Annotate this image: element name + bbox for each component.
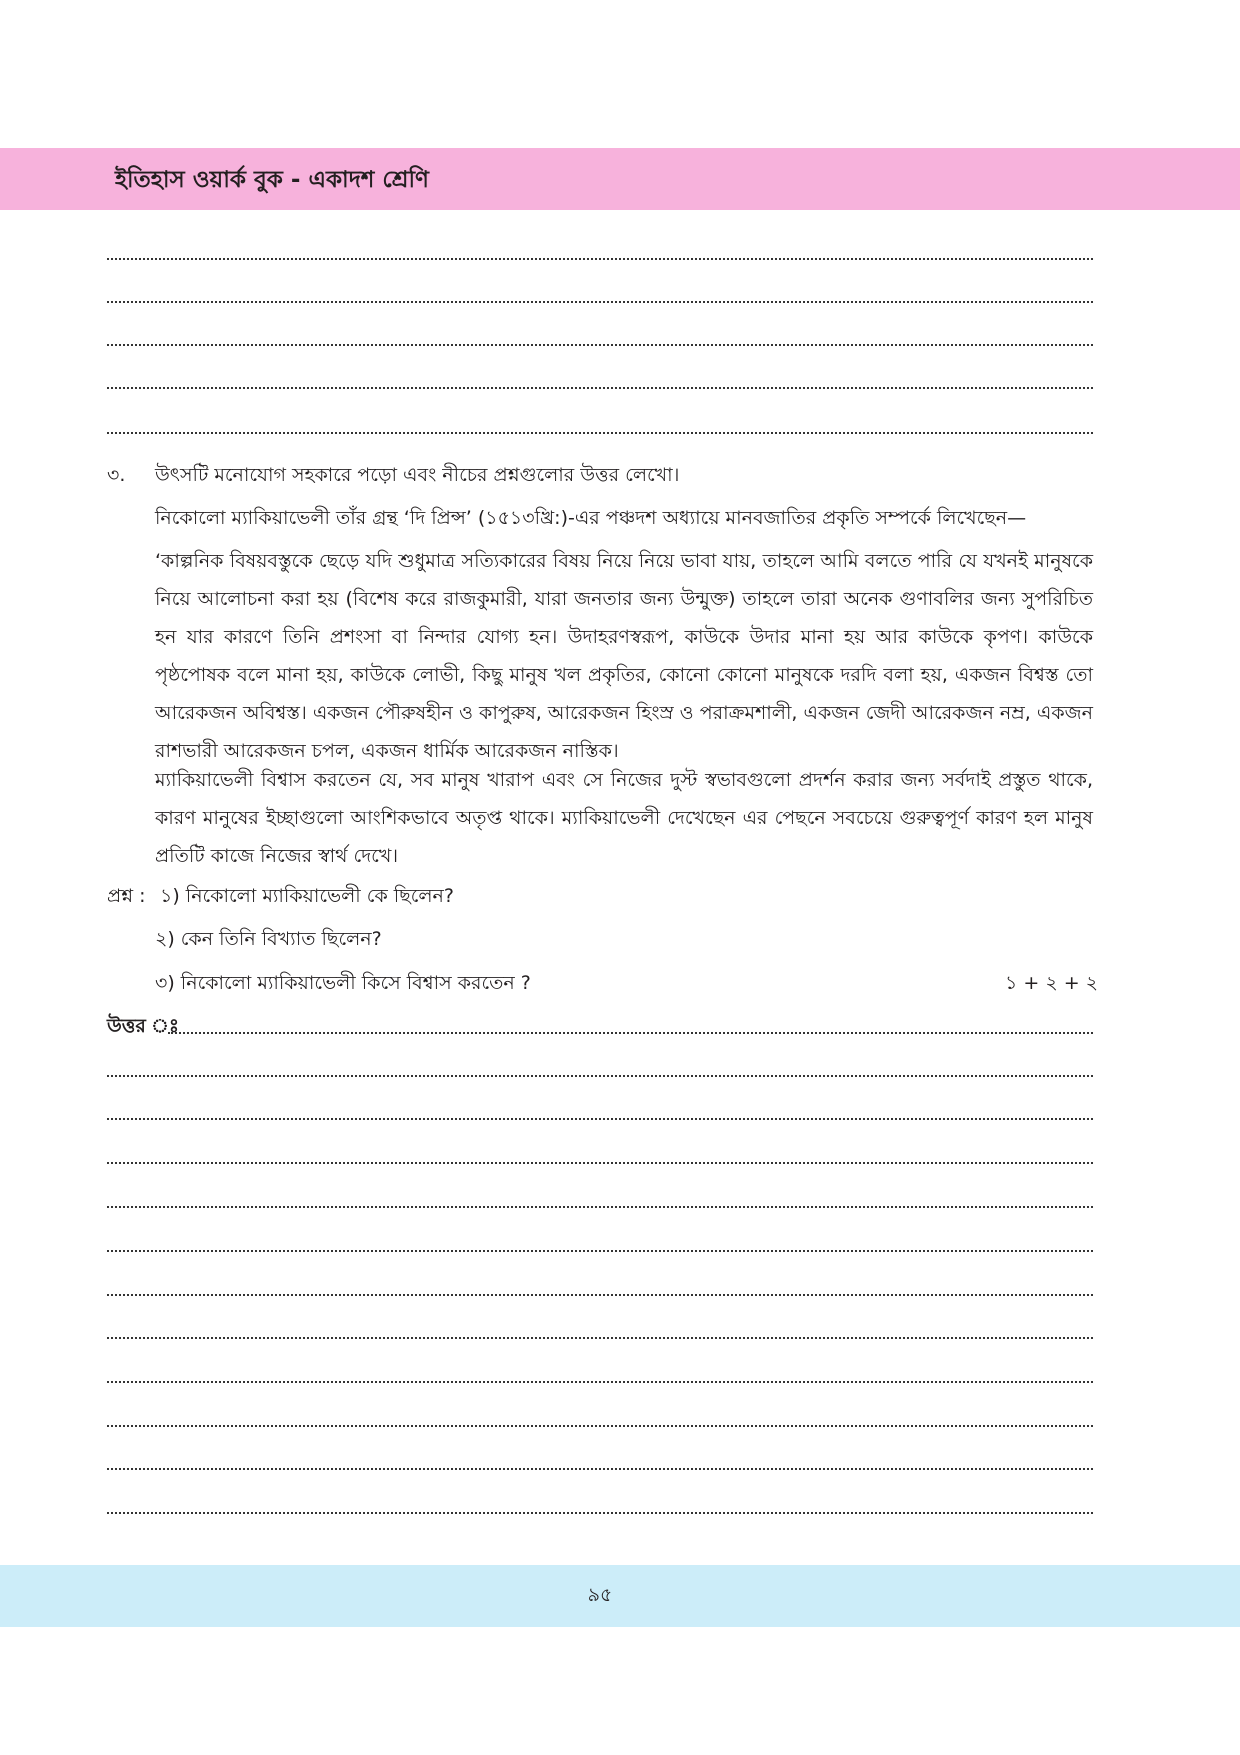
answer-line[interactable] (107, 432, 1093, 434)
answer-line[interactable] (107, 1512, 1093, 1514)
answer-line[interactable] (107, 301, 1093, 303)
answer-label: উত্তর ঃ (107, 1015, 180, 1037)
source-quote: ‘কাল্পনিক বিষয়বস্তুকে ছেড়ে যদি শুধুমাত্র সত্যিকারের বিষয় নিয়ে নিয়ে ভাবা যায়, তাহলে আমি বলতে পারি যে যখনই মানুষকে নিয়ে আলোচনা করা হয় (বিশেষ করে রাজকুমারী, যারা জনতার জন্য উন্মুক্ত) তাহলে তারা অনেক গুণাবলির জন্য সুপরিচিত হন যার কারণে তিনি প্রশংসা বা নিন্দার যোগ্য হন। উদাহরণস্বরূপ, কাউকে উদার মানা হয় আর কাউকে কৃপণ। কাউকে পৃষ্ঠপোষক বলে মানা হয়, কাউকে লোভী, কিছু মানুষ খল প্রকৃতির, কোনো কোনো মানুষকে দরদি বলা হয়, একজন বিশ্বস্ত তো আরেকজন অবিশ্বস্ত। একজন পৌরুষহীন ও কাপুরুষ, আরেকজন হিংস্র ও পরাক্রমশালী, একজন জেদী আরেকজন নম্র, একজন রাশভারী আরেকজন চপল, একজন ধার্মিক আরেকজন নাস্তিক। (155, 550, 1093, 762)
answer-line[interactable] (107, 1337, 1093, 1339)
page-number: ৯৫ (587, 1584, 613, 1606)
answer-line[interactable] (107, 387, 1093, 389)
marks-allocation: ১ + ২ + ২ (1005, 972, 1099, 994)
page-title: ইতিহাস ওয়ার্ক বুক - একাদশ শ্রেণি (115, 167, 429, 193)
sub-question-3: ৩) নিকোলো ম্যাকিয়াভেলী কিসে বিশ্বাস করতেন ? (155, 972, 531, 994)
answer-line[interactable] (107, 1468, 1093, 1470)
source-intro: নিকোলো ম্যাকিয়াভেলী তাঁর গ্রন্থ ‘দি প্রিন্স’ (১৫১৩খ্রি:)-এর পঞ্চদশ অধ্যায়ে মানবজাতির প্রকৃতি সম্পর্কে লিখেছেন— (155, 507, 1027, 529)
source-commentary: ম্যাকিয়াভেলী বিশ্বাস করতেন যে, সব মানুষ খারাপ এবং সে নিজের দুস্ট স্বভাবগুলো প্রদর্শন করার জন্য সর্বদাই প্রস্তুত থাকে, কারণ মানুষের ইচ্ছাগুলো আংশিকভাবে অতৃপ্ত থাকে। ম্যাকিয়াভেলী দেখেছেন এর পেছনে সবচেয়ে গুরুত্বপূর্ণ কারণ হল মানুষ প্রতিটি কাজে নিজের স্বার্থ দেখে। (155, 769, 1093, 867)
sub-question-2: ২) কেন তিনি বিখ্যাত ছিলেন? (155, 928, 382, 950)
answer-line[interactable] (168, 1032, 1093, 1034)
question-number: ৩. (107, 464, 126, 486)
answer-line[interactable] (107, 258, 1093, 260)
answer-line[interactable] (107, 1425, 1093, 1427)
question-instruction: উৎসটি মনোযোগ সহকারে পড়ো এবং নীচের প্রশ্নগুলোর উত্তর লেখো। (155, 464, 680, 486)
answer-line[interactable] (107, 1162, 1093, 1164)
answer-line[interactable] (107, 344, 1093, 346)
answer-line[interactable] (107, 1206, 1093, 1208)
answer-line[interactable] (107, 1118, 1093, 1120)
answer-line[interactable] (107, 1250, 1093, 1252)
sub-question-1: ১) নিকোলো ম্যাকিয়াভেলী কে ছিলেন? (160, 885, 454, 907)
answer-line[interactable] (107, 1294, 1093, 1296)
question-label: প্রশ্ন : (107, 885, 146, 907)
answer-line[interactable] (107, 1075, 1093, 1077)
answer-line[interactable] (107, 1381, 1093, 1383)
